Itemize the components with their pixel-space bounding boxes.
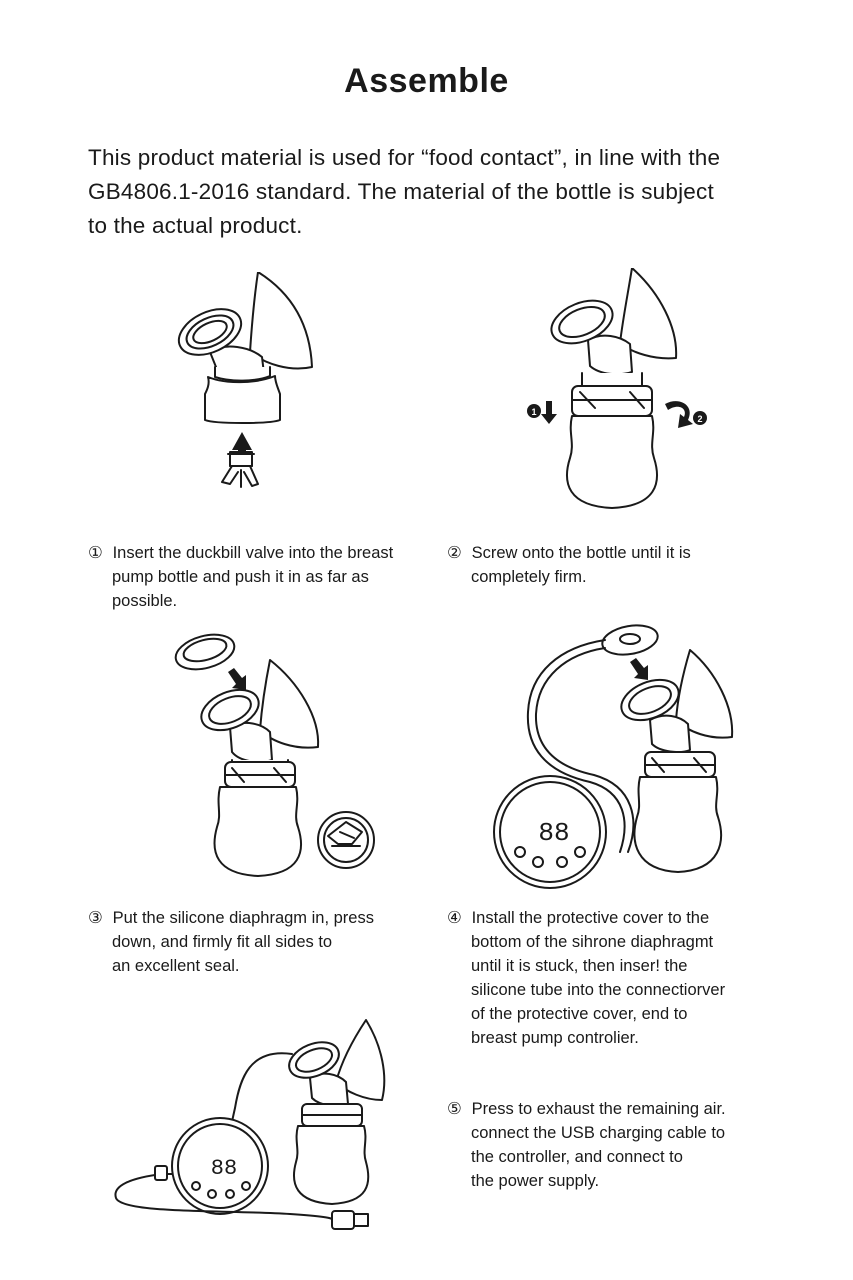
step-line: Press to exhaust the remaining air. (471, 1100, 726, 1118)
step-line: Install the protective cover to the (471, 909, 710, 927)
step-line: the controller, and connect to (471, 1148, 683, 1166)
page-title: Assemble (344, 62, 509, 100)
step-line: down, and firmly fit all sides to (112, 933, 333, 951)
controller-display: 88 (210, 1156, 238, 1181)
step-line: possible. (112, 592, 178, 610)
figure-step3-diaphragm (170, 632, 390, 882)
step-line: until it is stuck, then inser! the (471, 957, 688, 975)
step-number: ② (447, 544, 462, 562)
figure-step4-controller-tube (490, 622, 740, 892)
step-line: an excellent seal. (112, 957, 240, 975)
step-line: Screw onto the bottle until it is (471, 544, 691, 562)
step-4-text (447, 906, 725, 1050)
figure-step1-duckbill-valve (170, 272, 340, 507)
intro-line: to the actual product. (88, 213, 303, 238)
step-line: of the protective cover, end to (471, 1005, 688, 1023)
figure-step2-screw-bottle (520, 268, 720, 518)
step-line: silicone tube into the connectiorver (471, 981, 726, 999)
step-line: pump bottle and push it in as far as (112, 568, 369, 586)
step-number: ① (88, 544, 103, 562)
controller-display: 88 (538, 818, 570, 848)
figure-step5-usb-power (110, 1018, 390, 1248)
step-line: Insert the duckbill valve into the breast (112, 544, 394, 562)
step-line: the power supply. (471, 1172, 600, 1190)
step-3-text (88, 906, 374, 978)
step-number: ⑤ (447, 1100, 462, 1118)
step-line: Put the silicone diaphragm in, press (112, 909, 374, 927)
intro-paragraph (88, 141, 788, 243)
step-5-text (447, 1097, 726, 1193)
intro-line: GB4806.1-2016 standard. The material of the bottle is subject (88, 179, 714, 204)
step-line: completely firm. (471, 568, 587, 586)
marker-2: 2 (697, 414, 703, 424)
step-number: ④ (447, 909, 462, 927)
step-line: breast pump controlier. (471, 1029, 639, 1047)
intro-line: This product material is used for “food contact”, in line with the (88, 145, 721, 170)
step-number: ③ (88, 909, 103, 927)
step-line: connect the USB charging cable to (471, 1124, 726, 1142)
marker-1: 1 (531, 407, 537, 417)
step-2-text (447, 541, 691, 589)
step-line: bottom of the sihrone diaphragmt (471, 933, 714, 951)
step-1-text (88, 541, 393, 613)
